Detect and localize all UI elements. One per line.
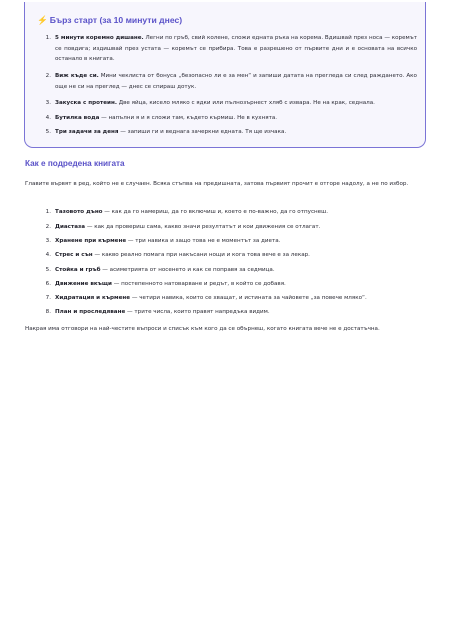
quick-start-callout <box>24 2 426 148</box>
item-number: 4. <box>45 115 51 121</box>
item-bold: Закуска с протеин. <box>55 100 117 106</box>
bolt-icon: ⚡ <box>37 15 48 25</box>
item-bold: Бутилка вода <box>55 115 100 121</box>
item-number: 4. <box>45 252 51 258</box>
callout-title-text: Бърз старт (за 10 минути днес) <box>49 15 183 25</box>
item-number: 3. <box>45 100 51 106</box>
item-bold: Виж къде си. <box>55 73 99 79</box>
item-number: 2. <box>45 224 51 230</box>
list-item <box>45 236 425 246</box>
item-number: 6. <box>45 281 51 287</box>
list-item <box>45 33 417 65</box>
item-number: 5. <box>45 129 51 135</box>
item-number: 7. <box>45 295 51 301</box>
item-number: 1. <box>45 209 51 215</box>
item-bold: Стрес и сън <box>55 252 93 258</box>
item-text: Две яйца, кисело мляко с ядки или пълнозърнест хляб с извара. Не на крак, седнала. <box>116 100 375 106</box>
item-text: — постепенното натоварване и редът, в който се добавя. <box>111 281 286 287</box>
item-text: Легни по гръб, свий колене, сложи едната ръка на корема. Вдишвай през носа — коремът се повдига; издишвай през устата — коремът се прибира. Това е разрешено от първите дни и е основата на всичко останало в книгата. <box>55 35 417 63</box>
item-text: — запиши ги и веднага зачеркни едната. Тя ще изчака. <box>118 129 287 135</box>
section-outro: Накрая има отговори на най-честите въпроси и списък към кого да се обърнеш, когато книгата вече не е достатъчна. <box>25 326 380 332</box>
item-number: 1. <box>45 35 51 41</box>
callout-title <box>37 15 182 26</box>
list-item <box>45 222 425 232</box>
item-bold: Тазовото дъно <box>55 209 103 215</box>
item-text: Мини чеклиста от бонуса „безопасно ли е за мен“ и запиши датата на прегледа си след раждането. Ако още не си на преглед — днес се спираш дотук. <box>55 73 417 90</box>
list-item <box>45 71 417 92</box>
item-bold: План и проследяване <box>55 309 126 315</box>
item-text: — как да провериш сама, какво значи резултатът и кои движения се отлагат. <box>85 224 321 230</box>
item-text: — какво реално помага при накъсани нощи и кога това вече е за лекар. <box>92 252 310 258</box>
item-number: 3. <box>45 238 51 244</box>
item-bold: Движение вкъщи <box>55 281 112 287</box>
section-heading: Как е подредена книгата <box>25 159 125 168</box>
list-item <box>45 279 425 289</box>
item-bold: Хидратация и кърмене <box>55 295 131 301</box>
item-text: — напълни я и я сложи там, където кърмиш. Не в кухнята. <box>99 115 278 121</box>
list-item <box>45 307 425 317</box>
list-item <box>45 127 417 138</box>
item-text: — как да го намериш, да го включиш и, което е по-важно, да го отпуснеш. <box>102 209 329 215</box>
item-text: — трите числа, които правят напредъка видим. <box>125 309 270 315</box>
item-number: 5. <box>45 267 51 273</box>
item-text: — три навика и защо това не е моментът за диета. <box>126 238 281 244</box>
list-item <box>45 265 425 275</box>
item-bold: 5 минути коремно дишане. <box>55 35 144 41</box>
list-item <box>45 113 417 124</box>
item-bold: Три задачи за деня <box>55 129 119 135</box>
list-item <box>45 250 425 260</box>
list-item <box>45 293 425 303</box>
item-text: — асиметрията от носенето и как се поправя за седмица. <box>100 267 275 273</box>
item-text: — четири навика, които се хващат, и истината за чайовете „за повече мляко“. <box>130 295 367 301</box>
item-bold: Хранене при кърмене <box>55 238 127 244</box>
item-number: 2. <box>45 73 51 79</box>
section-intro: Главите вървят в ред, който не е случаен. Всяка стъпва на предишната, затова първият прочит е отгоре надолу, а не по избор. <box>25 181 409 187</box>
item-bold: Диастаза <box>55 224 86 230</box>
list-item <box>45 207 425 217</box>
list-item <box>45 98 417 109</box>
item-bold: Стойка и гръб <box>55 267 101 273</box>
item-number: 8. <box>45 309 51 315</box>
